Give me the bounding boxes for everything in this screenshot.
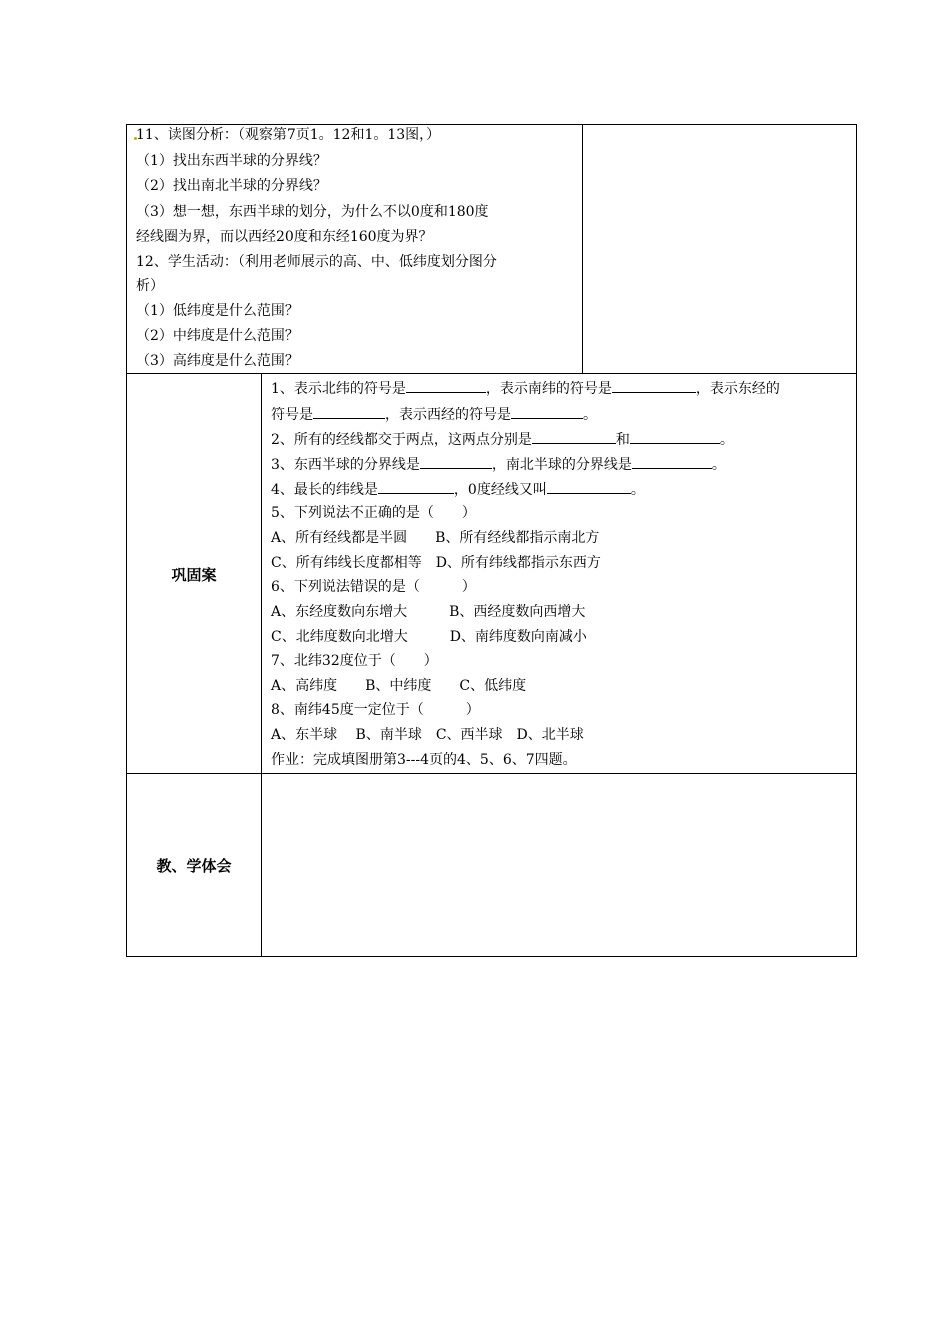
question-2: 2、所有的经线都交于两点，这两点分别是 和 。 — [271, 429, 734, 450]
top-right-empty-cell — [583, 125, 856, 373]
text-line: 经线圈为界，而以西经20度和东经160度为界？ — [136, 229, 433, 245]
blank-field[interactable] — [632, 454, 712, 469]
table-border-bottom — [126, 956, 857, 957]
question-7: 7、北纬32度位于（ ） — [271, 653, 438, 669]
question-5: 5、下列说法不正确的是（ ） — [271, 505, 476, 521]
homework-line: 作业：完成填图册第3---4页的4、5、6、7四题。 — [271, 752, 577, 768]
blank-field[interactable] — [511, 404, 583, 419]
question-6-options-ab: A、东经度数向东增大 B、西经度数向西增大 — [271, 604, 586, 620]
text-line: （3）高纬度是什么范围？ — [136, 353, 299, 369]
text-line: （2）中纬度是什么范围？ — [136, 328, 299, 344]
text-line: （1）找出东西半球的分界线？ — [136, 153, 327, 169]
reflection-label: 教、学体会 — [156, 857, 232, 875]
blank-field[interactable] — [420, 454, 492, 469]
text-line: 11、读图分析：（观察第7页1。12和1。13图，） — [136, 127, 441, 143]
question-7-options: A、高纬度 B、中纬度 C、低纬度 — [271, 678, 527, 694]
blank-field[interactable] — [313, 404, 385, 419]
question-6: 6、下列说法错误的是（ ） — [271, 579, 476, 595]
question-4: 4、最长的纬线是 ，0度经线又叫 。 — [271, 479, 645, 500]
reflection-content-cell[interactable] — [262, 774, 856, 956]
text-line: 12、学生活动：（利用老师展示的高、中、低纬度划分图分 — [136, 254, 497, 270]
blank-field[interactable] — [630, 429, 720, 444]
question-1-line-1: 1、表示北纬的符号是 ，表示南纬的符号是 ，表示东经的 — [271, 378, 780, 399]
blank-field[interactable] — [378, 479, 454, 494]
blank-field[interactable] — [612, 378, 696, 393]
text-line: 析） — [136, 278, 164, 294]
top-section-cell — [127, 125, 582, 373]
question-3: 3、东西半球的分界线是 ，南北半球的分界线是 。 — [271, 454, 726, 475]
blank-field[interactable] — [406, 378, 486, 393]
question-5-options-cd: C、所有纬线长度都相等 D、所有纬线都指示东西方 — [271, 555, 601, 571]
text-line: （3）想一想，东西半球的划分，为什么不以0度和180度 — [136, 204, 489, 220]
question-6-options-cd: C、北纬度数向北增大 D、南纬度数向南减小 — [271, 629, 587, 645]
text-line: （1）低纬度是什么范围？ — [136, 303, 299, 319]
question-1-line-2: 符号是 ，表示西经的符号是 。 — [271, 404, 597, 425]
consolidation-content-cell — [262, 374, 856, 773]
question-5-options-ab: A、所有经线都是半圆 B、所有经线都指示南北方 — [271, 530, 600, 546]
question-8-options: A、东半球 B、南半球 C、西半球 D、北半球 — [271, 727, 584, 743]
blank-field[interactable] — [547, 479, 631, 494]
consolidation-label: 巩固案 — [171, 566, 217, 584]
question-8: 8、南纬45度一定位于（ ） — [271, 702, 480, 718]
text-line: （2）找出南北半球的分界线？ — [136, 178, 327, 194]
table-border-right — [856, 124, 857, 957]
blank-field[interactable] — [532, 429, 616, 444]
